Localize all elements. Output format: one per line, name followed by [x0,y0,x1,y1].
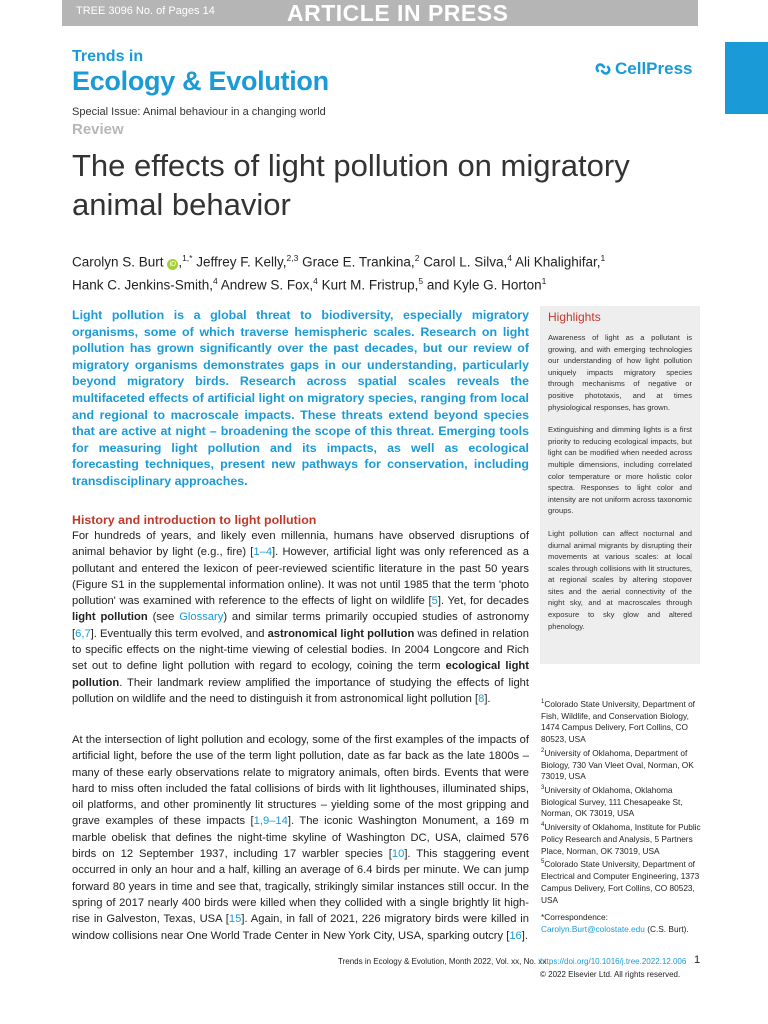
body-text-run: ]. However, artificial light was only referenced as a pollutant and entered the lexicon of peer-reviewed scientific literature in the past 50 years (Figure S1 in the supplemental information online). It was not until 1985 that the term 'photo pollution' was examined with reference to the effects of light on wildlife [ [72,546,529,608]
author-line-2 [72,272,632,295]
article-in-press-label: ARTICLE IN PRESS [287,0,509,26]
author-affil-ref: 2,3 [286,253,299,263]
article-in-press-banner [62,0,698,26]
highlights-heading: Highlights [548,310,601,324]
body-paragraph-2 [72,732,529,944]
article-title: The effects of light pollution on migratory animal behavior [72,148,630,222]
author-affil-ref: 1 [541,275,547,286]
reference-link[interactable]: 1–4 [253,546,273,559]
article-type: Review [72,121,124,138]
page-number: 1 [694,954,701,966]
body-text-run: At the intersection of light pollution and ecology, some of the first examples of the impacts of artificial light, before the use of the term light pollution, date as far back as the late 1800s – many of these early observations relate to migratory animals, often birds. Events that were hard to miss often included the fatal collisions of birds with lit lighthouses, illuminated ships, oil platforms, and other prominently lit structures – yielding some of the most gripping and grave examples of these impacts [ [72,734,529,828]
glossary-term: astronomical light pollution [267,627,415,640]
glossary-term: ecological light pollution [72,660,529,689]
body-text-run: ]. [521,929,528,942]
journal-name-small: Trends in [72,48,144,65]
author-list [72,249,632,294]
author-line-1: Carolyn S. Burt iD ,$^{1,*}$ Jeffrey F. Kelly,$^{2,3}$ Grace E. Trankina,$^2$ Carol L. Silva,$^4$ Ali Khalighifar,$^1$ [72,253,606,270]
correspondence-email-link[interactable]: Carolyn.Burt@colostate.edu [541,924,645,934]
author-name[interactable]: Jeffrey F. Kelly, [196,254,287,270]
author-affil-ref: 4 [213,275,218,286]
author-name[interactable]: Ali Khalighifar, [514,254,601,270]
author-name[interactable]: Carolyn S. Burt [72,254,164,270]
reference-link[interactable]: 8 [478,692,485,705]
affiliation-item: $^1$Colorado State University, Department of Fish, Wildlife, and Conservation Biology, 1474 Campus Delivery, Fort Collins, CO 80523, USA [541,698,695,745]
author-affil-ref: 5 [418,275,424,286]
publisher-logo[interactable] [594,59,693,79]
author-affil-ref: 4 [313,275,318,286]
reference-link[interactable]: 1,9–14 [253,815,288,828]
doi-link[interactable]: https://doi.org/10.1016/j.tree.2022.12.006 [540,957,687,966]
journal-citation: Trends in Ecology & Evolution, Month 2022, Vol. xx, No. xx [338,957,547,966]
author-name[interactable]: Andrew S. Fox, [220,277,314,292]
author-name[interactable]: Hank C. Jenkins-Smith, [72,277,214,292]
affiliation-item: $^2$University of Oklahoma, Department of Biology, 730 Van Vleet Oval, Norman, OK 73019, USA [541,747,694,782]
body-text-run: was defined in relation to specific effects on the night-time viewing of celestial bodies. In 2004 Longcore and Rich set out to define light pollution with regard to ecology, coining the term [72,627,529,673]
author-affil-ref: 4 [507,253,512,263]
affiliation-item: $^3$University of Oklahoma, Oklahoma Biological Survey, 111 Chesapeake St, Norman, OK 73019, USA [541,784,683,819]
special-issue-label: Special Issue: Animal behaviour in a changing world [72,106,326,118]
reference-link[interactable]: 5 [431,595,438,608]
author-affil-ref: 1 [600,253,606,263]
body-text-run: ]. Yet, for decades [437,595,529,608]
abstract: Light pollution is a global threat to biodiversity, especially migratory organisms, some of which traverse hemispheric scales. Research on light pollution has grown significantly over the past decades, but our review of migratory organisms demonstrates gaps in our understanding, particularly beyond migratory birds. Research across spatial scales reveals the multifaceted effects of artificial light on migratory species, ranging from local and regional to macroscale impacts. These threats extend beyond species that are active at night – broadening the scope of this threat. Emerging tools for measuring light pollution and its impacts, as well as ecological forecasting techniques, present new pathways for conservation, including transdisciplinary approaches. [72,308,529,488]
copyright: © 2022 Elsevier Ltd. All rights reserved. [540,970,681,979]
reference-link[interactable]: 6,7 [75,627,91,640]
publisher-name: CellPress [615,59,693,78]
author-name[interactable]: Kurt M. Fristrup, [321,277,419,292]
highlight-item: Extinguishing and dimming lights is a first priority to reducing ecological impacts, but light can be modified when needed across multiple dimensions, including correlated color temperature or more holistic color spectra. Responses to light color and intensity are not uniform across taxonomic groups. [548,425,692,516]
body-text-run: ]. [484,692,491,705]
author-affil-ref: 2 [414,253,420,263]
highlight-item: Awareness of light as a pollutant is growing, and with emerging technologies our understanding of how light pollution uniquely impacts migratory species through mechanisms of negative or positive phototaxis, and at times physiological responses, has grown. [548,333,692,412]
author-name[interactable]: Carol L. Silva, [423,254,508,270]
affiliation-item: $^5$Colorado State University, Department of Electrical and Computer Engineering, 1373 Campus Delivery, Fort Collins, CO 80523, USA [541,859,700,905]
glossary-link[interactable]: Glossary [179,611,224,624]
journal-name: Ecology & Evolution [72,66,329,96]
reference-link[interactable]: 16 [509,929,522,942]
highlights-box [540,306,700,664]
side-color-tab [725,42,768,114]
body-text-run: ) and similar terms primarily occupied studies of astronomy [ [72,611,529,640]
body-text-run: ]. Again, in fall of 2021, 226 migratory birds were killed in window collisions near One World Trade Center in New York City, USA, sparking outcry [ [72,913,529,942]
glossary-term: light pollution [72,611,148,624]
highlight-item: Light pollution can affect nocturnal and diurnal animal migrants by disrupting their movements at various scales: at local scales through collisions with lit structures, at regional scales by altering stopover sites and the aerial connectivity of the night sky, and at macroscales through exposure to sky glow and altered phenology. [548,528,692,631]
affiliation-item: $^4$University of Oklahoma, Institute for Public Policy Research and Analysis, 5 Partners Place, Norman, OK 73019, USA [541,822,701,856]
author-name[interactable]: Grace E. Trankina, [302,254,415,270]
reference-link[interactable]: 10 [391,848,405,861]
cellpress-logo-icon [594,60,612,78]
body-paragraph-1 [72,528,529,707]
manuscript-id: TREE 3096 No. of Pages 14 [76,5,215,17]
affiliations [541,697,703,906]
correspondence-line [541,923,703,935]
body-text-run: ]. The iconic Washington Monument, a 169 m marble obelisk that defines the night-time skyline of Washington DC, USA, claimed 576 birds on 12 September 1937, including 17 warbler species [ [72,815,529,861]
orcid-icon[interactable]: iD [167,259,178,270]
correspondence-label: *Correspondence: [541,912,608,922]
correspondence-name: (C.S. Burt). [647,924,689,934]
reference-link[interactable]: 15 [228,913,242,926]
body-text-run: For hundreds of years, and likely even millennia, humans have observed disruptions of animal behavior by light (e.g., fire) [ [72,530,529,559]
author-affil-ref: 1,* [182,253,193,263]
section-heading: History and introduction to light pollution [72,513,317,527]
correspondence [541,911,703,935]
author-name[interactable]: and Kyle G. Horton [426,277,542,292]
body-text-run: ]. This staggering event occurred in only an hour and a half, killing an average of 6.4 birds per minute. We can jump forward 80 years in time and see that, tragically, strikingly similar instances still occur. In the spring of 2017 nearly 400 birds were killed when they collided with a single brightly lit high-rise in Galveston, Texas, USA [ [72,848,529,926]
body-text-run: . Their landmark review amplified the importance of studying the effects of light pollution on wildlife and the need to distinguish it from astronomical light pollution [ [72,676,529,705]
body-text-run: ]. Eventually this term evolved, and [90,627,268,640]
body-text-run: (see [147,611,180,624]
